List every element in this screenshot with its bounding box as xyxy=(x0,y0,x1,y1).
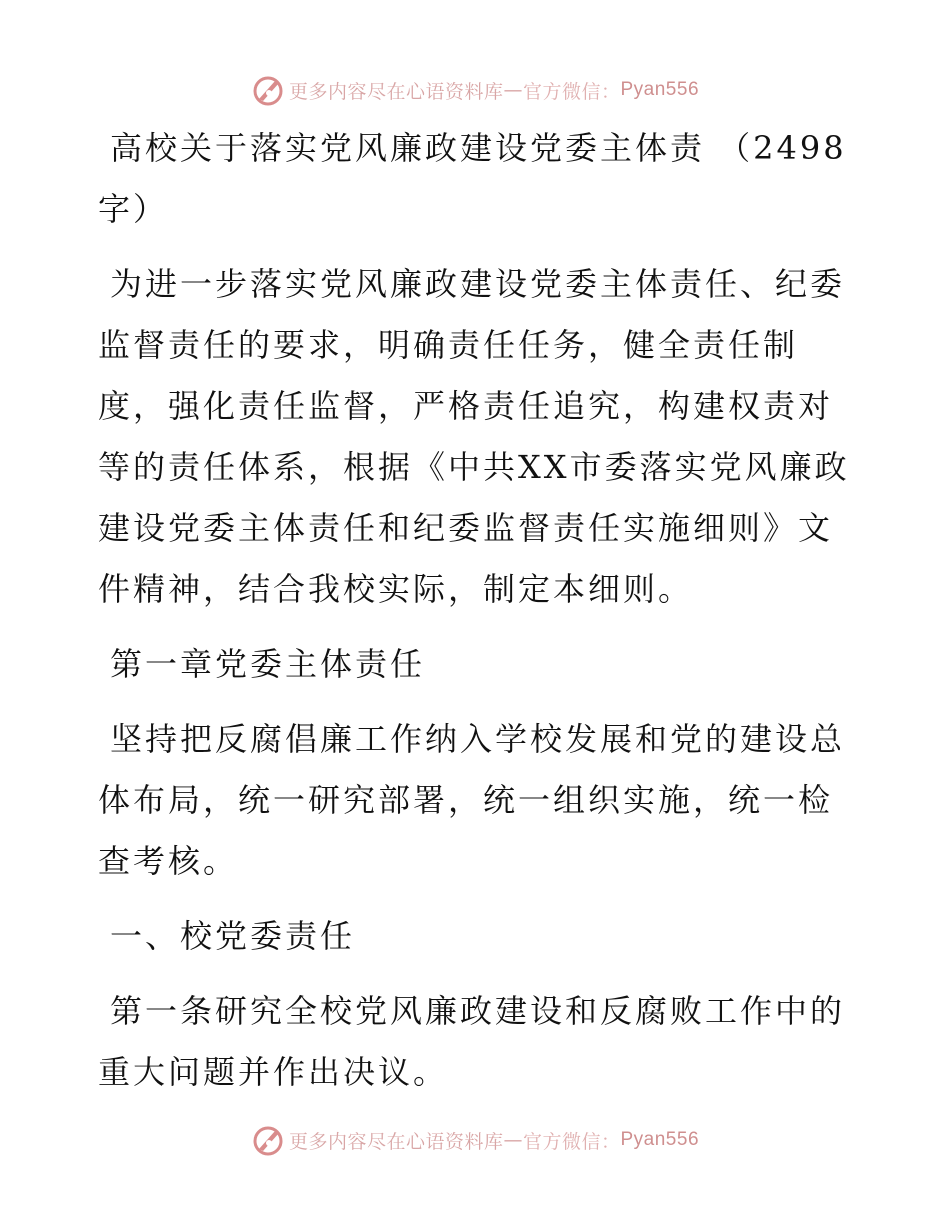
watermark-banner-bottom xyxy=(0,1120,950,1160)
document-body xyxy=(98,118,858,1103)
watermark-dash: — xyxy=(503,79,523,101)
watermark-dash: — xyxy=(503,1129,523,1151)
watermark-banner-top xyxy=(0,70,950,110)
watermark-wechat-id: Pyan556 xyxy=(620,1129,700,1150)
paragraph: 坚持把反腐倡廉工作纳入学校发展和党的建设总体布局，统一研究部署，统一组织实施，统一检查考核。 xyxy=(98,720,846,880)
paragraph: 第一条研究全校党风廉政建设和反腐败工作中的重大问题并作出决议。 xyxy=(98,992,846,1091)
pen-logo-icon xyxy=(251,73,285,107)
watermark-wechat-label: 官方微信： xyxy=(522,1130,621,1153)
section-heading: 一、校党委责任 xyxy=(110,917,356,955)
paragraph: 为进一步落实党风廉政建设党委主体责任、纪委监督责任的要求，明确责任任务，健全责任制度，强化责任监督，严格责任追究，构建权责对等的责任体系，根据《中共XX市委落实党风廉政建设党委主体责任和纪委监督责任实施细则》文件精神，结合我校实际，制定本细则。 xyxy=(98,265,850,608)
watermark-text: 更多内容尽在心语资料库 xyxy=(288,80,504,103)
watermark-text: 更多内容尽在心语资料库 xyxy=(288,1130,504,1153)
watermark-wechat-label: 官方微信： xyxy=(522,80,621,103)
watermark-wechat-id: Pyan556 xyxy=(620,79,700,100)
document-title: 高校关于落实党风廉政建设党委主体责 （2498字） xyxy=(98,129,847,228)
chapter-heading: 第一章党委主体责任 xyxy=(110,645,426,683)
pen-logo-icon xyxy=(251,1123,285,1157)
